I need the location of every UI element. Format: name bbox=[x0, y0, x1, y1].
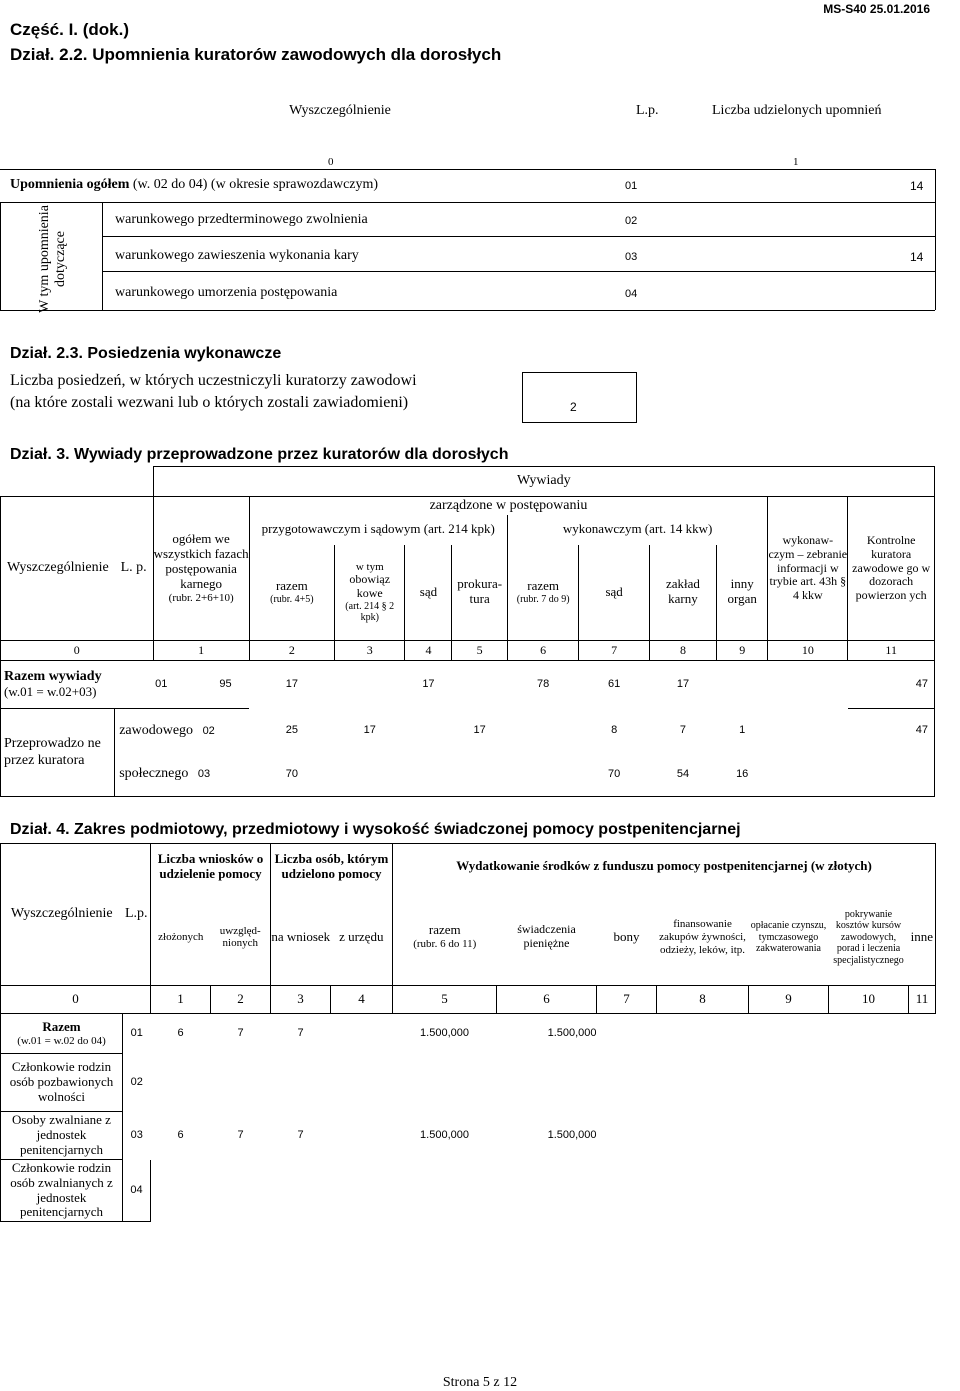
total-row-label: Upomnienia ogółem (w. 02 do 04) (w okresie sprawozdawczym) bbox=[10, 177, 379, 192]
table-row bbox=[1, 1054, 936, 1112]
row-label: Członkowie rodzin osób pozbawionych wolności bbox=[1, 1054, 123, 1112]
cell: 17 bbox=[676, 678, 690, 691]
row-label: Członkowie rodzin osób zwalnianych z jednostek penitencjarnych bbox=[1, 1160, 123, 1222]
cell bbox=[829, 1014, 909, 1054]
cell bbox=[335, 753, 405, 797]
section-2-2-title: Dział. 2.2. Upomnienia kuratorów zawodowych dla dorosłych bbox=[10, 45, 502, 64]
cell: 7 bbox=[237, 1027, 244, 1040]
table-row bbox=[1, 709, 935, 753]
num-3: 3 bbox=[271, 986, 331, 1014]
section-2-3-text: Liczba posiedzeń, w których uczestniczyli kuratorzy zawodowi (na które zostali wezwani lub o których zostali zawiadomieni) bbox=[10, 372, 417, 411]
cell bbox=[331, 1014, 393, 1054]
cell bbox=[151, 1054, 211, 1112]
h-spec: Wyszczególnienie bbox=[1, 497, 115, 641]
h-oplacanie: opłacanie czynszu, tymczasowego zakwaterowania bbox=[749, 890, 829, 986]
cell bbox=[657, 1054, 749, 1112]
col-num-0: 0 bbox=[328, 156, 334, 168]
h-razem: razem (rubr. 6 do 11) bbox=[393, 890, 497, 986]
table-row bbox=[1, 1160, 936, 1222]
cell-lp: 02 bbox=[123, 1054, 151, 1112]
cell bbox=[331, 1112, 393, 1160]
cell bbox=[829, 1160, 909, 1222]
h-wykonawczym: wykonawczym (art. 14 kkw) bbox=[507, 515, 767, 545]
cell: 47 bbox=[848, 709, 935, 753]
cell: 7 bbox=[679, 724, 687, 737]
num-4: 4 bbox=[331, 986, 393, 1014]
num-9: 9 bbox=[749, 986, 829, 1014]
cell: 17 bbox=[473, 724, 486, 737]
cell bbox=[597, 1112, 657, 1160]
cell: 7 bbox=[297, 1129, 304, 1142]
h-inne: inne bbox=[909, 890, 936, 986]
num-11: 11 bbox=[909, 986, 936, 1014]
num-9: 9 bbox=[717, 641, 768, 661]
cell bbox=[271, 1054, 331, 1112]
cell: 1.500,000 bbox=[420, 1129, 469, 1142]
row-razem-label: Razem wywiady (w.01 = w.02+03) bbox=[1, 661, 154, 709]
cell bbox=[497, 1054, 597, 1112]
cell bbox=[597, 1160, 657, 1222]
row-04-label: warunkowego umorzenia postępowania bbox=[115, 285, 338, 300]
cell: 78 bbox=[537, 678, 550, 691]
cell bbox=[393, 1160, 497, 1222]
h-swiadczenia: świadczenia pieniężne bbox=[497, 890, 597, 986]
num-8: 8 bbox=[649, 641, 716, 661]
h-przygotowawczym: przygotowawczym i sądowym (art. 214 kpk) bbox=[249, 515, 507, 545]
col-count-header: Liczba udzielonych upomnień bbox=[712, 103, 882, 118]
num-10: 10 bbox=[829, 986, 909, 1014]
h-lp: L. p. bbox=[115, 497, 153, 641]
cell bbox=[393, 1054, 497, 1112]
cell-lp: 03 bbox=[123, 1112, 151, 1160]
value-03: 14 bbox=[910, 250, 924, 264]
cell: 70 bbox=[249, 753, 334, 797]
h-finansowanie: finansowanie zakupów żywności, odzieży, leków, itp. bbox=[657, 890, 749, 986]
cell bbox=[405, 753, 452, 797]
row-zawodowego: zawodowego 02 bbox=[115, 709, 249, 753]
cell bbox=[507, 753, 579, 797]
lp-02: 02 bbox=[625, 215, 638, 227]
lp-03: 03 bbox=[625, 251, 638, 263]
h-osoby: Liczba osób, którym udzielono pomocy bbox=[271, 844, 393, 890]
h-prokuratura: prokura- tura bbox=[452, 545, 507, 641]
cell bbox=[331, 1160, 393, 1222]
h-wnioski: Liczba wniosków o udzielenie pomocy bbox=[151, 844, 271, 890]
num-1: 1 bbox=[153, 641, 249, 661]
cell bbox=[749, 1054, 829, 1112]
h-na-wniosek: na wniosek bbox=[271, 890, 331, 986]
cell-lp: 01 bbox=[123, 1014, 151, 1054]
cell bbox=[452, 753, 507, 797]
h-razem2: razem (rubr. 7 do 9) bbox=[507, 545, 579, 641]
interviews-table bbox=[0, 466, 935, 797]
num-4: 4 bbox=[405, 641, 452, 661]
cell bbox=[829, 1054, 909, 1112]
cell: 7 bbox=[297, 1027, 304, 1040]
lp-01: 01 bbox=[625, 180, 638, 192]
cell: 6 bbox=[177, 1027, 184, 1040]
cell: 1.500,000 bbox=[420, 1027, 469, 1040]
h-zlozonych: złożonych bbox=[151, 890, 211, 986]
h-ogolem: ogółem we wszystkich fazach postępowania karnego (rubr. 2+6+10) bbox=[153, 497, 249, 641]
cell bbox=[768, 661, 848, 709]
num-2: 2 bbox=[249, 641, 334, 661]
table-row bbox=[1, 661, 935, 709]
num-3: 3 bbox=[335, 641, 405, 661]
cell: 17 bbox=[422, 678, 435, 691]
cell bbox=[749, 1160, 829, 1222]
cell bbox=[657, 1112, 749, 1160]
h-wykonawczym-zebranie: wykonaw- czym – zebranie informacji w trybie art. 43h § 4 kkw bbox=[768, 497, 848, 641]
h-uwzglednionych: uwzględ- nionych bbox=[211, 890, 271, 986]
cell: 16 bbox=[717, 753, 768, 797]
h-wywiady: Wywiady bbox=[153, 467, 934, 497]
cell bbox=[452, 661, 507, 709]
col-lp-header: L.p. bbox=[636, 103, 659, 118]
part-title: Część. I. (dok.) bbox=[10, 20, 130, 39]
num-7: 7 bbox=[579, 641, 649, 661]
cell bbox=[657, 1160, 749, 1222]
side-label: W tym upomnienia dotyczące bbox=[37, 205, 68, 313]
section-2-3-value: 2 bbox=[570, 400, 577, 414]
form-code: MS-S40 25.01.2016 bbox=[823, 2, 930, 16]
cell bbox=[909, 1014, 936, 1054]
h-bony: bony bbox=[597, 890, 657, 986]
h-kontrolne: Kontrolne kuratora zawodowe go w dozorach powierzon ych bbox=[848, 497, 935, 641]
num-11: 11 bbox=[848, 641, 935, 661]
cell bbox=[497, 1160, 597, 1222]
cell: 70 bbox=[579, 753, 649, 797]
h-obowiazkowe: w tym obowiąz kowe (art. 214 § 2 kpk) bbox=[335, 545, 405, 641]
h-lp: L.p. bbox=[123, 844, 151, 986]
cell: 1.500,000 bbox=[547, 1129, 597, 1142]
num-8: 8 bbox=[657, 986, 749, 1014]
num-5: 5 bbox=[393, 986, 497, 1014]
cell: 8 bbox=[611, 724, 618, 737]
cell: 17 bbox=[363, 724, 376, 737]
cell bbox=[749, 1014, 829, 1054]
cell-lp: 04 bbox=[123, 1160, 151, 1222]
cell bbox=[597, 1054, 657, 1112]
cell bbox=[507, 709, 579, 753]
table-row bbox=[1, 1014, 936, 1054]
cell bbox=[909, 1054, 936, 1112]
cell: 25 bbox=[285, 724, 298, 737]
row-label: Osoby zwalniane z jednostek penitencjarnych bbox=[1, 1112, 123, 1160]
cell: 1.500,000 bbox=[547, 1027, 597, 1040]
row-przeprowadzone-label: Przeprowadzo ne przez kuratora bbox=[1, 709, 115, 797]
num-6: 6 bbox=[507, 641, 579, 661]
cell bbox=[597, 1014, 657, 1054]
section-2-3-value-box bbox=[522, 372, 637, 423]
cell bbox=[768, 709, 848, 753]
num-10: 10 bbox=[768, 641, 848, 661]
cell: 7 bbox=[237, 1129, 244, 1142]
num-6: 6 bbox=[497, 986, 597, 1014]
h-zaklad-karny: zakład karny bbox=[649, 545, 716, 641]
col-spec-header: Wyszczególnienie bbox=[289, 103, 391, 118]
num-0: 0 bbox=[1, 986, 151, 1014]
cell bbox=[405, 709, 452, 753]
lp-04: 04 bbox=[625, 288, 638, 300]
section-4-title: Dział. 4. Zakres podmiotowy, przedmiotowy i wysokość świadczonej pomocy postpenitencjarnej bbox=[10, 821, 741, 838]
row-03-label: warunkowego zawieszenia wykonania kary bbox=[115, 248, 359, 263]
num-7: 7 bbox=[597, 986, 657, 1014]
cell bbox=[331, 1054, 393, 1112]
cell bbox=[768, 753, 848, 797]
h-zarzadzone: zarządzone w postępowaniu bbox=[249, 497, 768, 515]
h-kursy: pokrywanie kosztów kursów zawodowych, porad i leczenia specjalistycznego bbox=[829, 890, 909, 986]
h-razem: razem (rubr. 4+5) bbox=[249, 545, 334, 641]
num-2: 2 bbox=[211, 986, 271, 1014]
cell bbox=[151, 1160, 211, 1222]
assistance-table bbox=[0, 843, 936, 1222]
page-footer: Strona 5 z 12 bbox=[442, 1375, 518, 1390]
cell bbox=[211, 1160, 271, 1222]
cell bbox=[271, 1160, 331, 1222]
cell: 17 bbox=[285, 678, 298, 691]
cell bbox=[909, 1112, 936, 1160]
num-5: 5 bbox=[452, 641, 507, 661]
cell: 6 bbox=[177, 1129, 184, 1142]
cell: 54 bbox=[649, 753, 716, 797]
section-2-3-title: Dział. 2.3. Posiedzenia wykonawcze bbox=[10, 345, 282, 362]
cell bbox=[848, 753, 935, 797]
cell: 1 bbox=[739, 724, 746, 737]
cell-lp: 01 95 bbox=[155, 678, 232, 691]
col-num-1: 1 bbox=[793, 156, 799, 168]
h-inny-organ: inny organ bbox=[717, 545, 768, 641]
row-spolecznego: społecznego 03 bbox=[115, 753, 249, 797]
table-row bbox=[1, 753, 935, 797]
cell bbox=[335, 661, 405, 709]
cell: 47 bbox=[848, 661, 935, 709]
value-01: 14 bbox=[910, 179, 924, 193]
num-1: 1 bbox=[151, 986, 211, 1014]
num-0: 0 bbox=[1, 641, 154, 661]
h-sad2: sąd bbox=[579, 545, 649, 641]
cell bbox=[909, 1160, 936, 1222]
cell bbox=[717, 661, 768, 709]
h-wydatki: Wydatkowanie środków z funduszu pomocy postpenitencjarnej (w złotych) bbox=[393, 844, 936, 890]
cell bbox=[211, 1054, 271, 1112]
row-label: Razem (w.01 = w.02 do 04) bbox=[1, 1014, 123, 1054]
cell bbox=[829, 1112, 909, 1160]
cell: 61 bbox=[608, 678, 621, 691]
h-spec: Wyszczególnienie bbox=[1, 844, 123, 986]
row-02-label: warunkowego przedterminowego zwolnienia bbox=[115, 212, 368, 227]
h-z-urzedu: z urzędu bbox=[331, 890, 393, 986]
table-row bbox=[1, 1112, 936, 1160]
cell bbox=[657, 1014, 749, 1054]
h-sad: sąd bbox=[405, 545, 452, 641]
section-3-title: Dział. 3. Wywiady przeprowadzone przez kuratorów dla dorosłych bbox=[10, 446, 509, 463]
cell bbox=[749, 1112, 829, 1160]
